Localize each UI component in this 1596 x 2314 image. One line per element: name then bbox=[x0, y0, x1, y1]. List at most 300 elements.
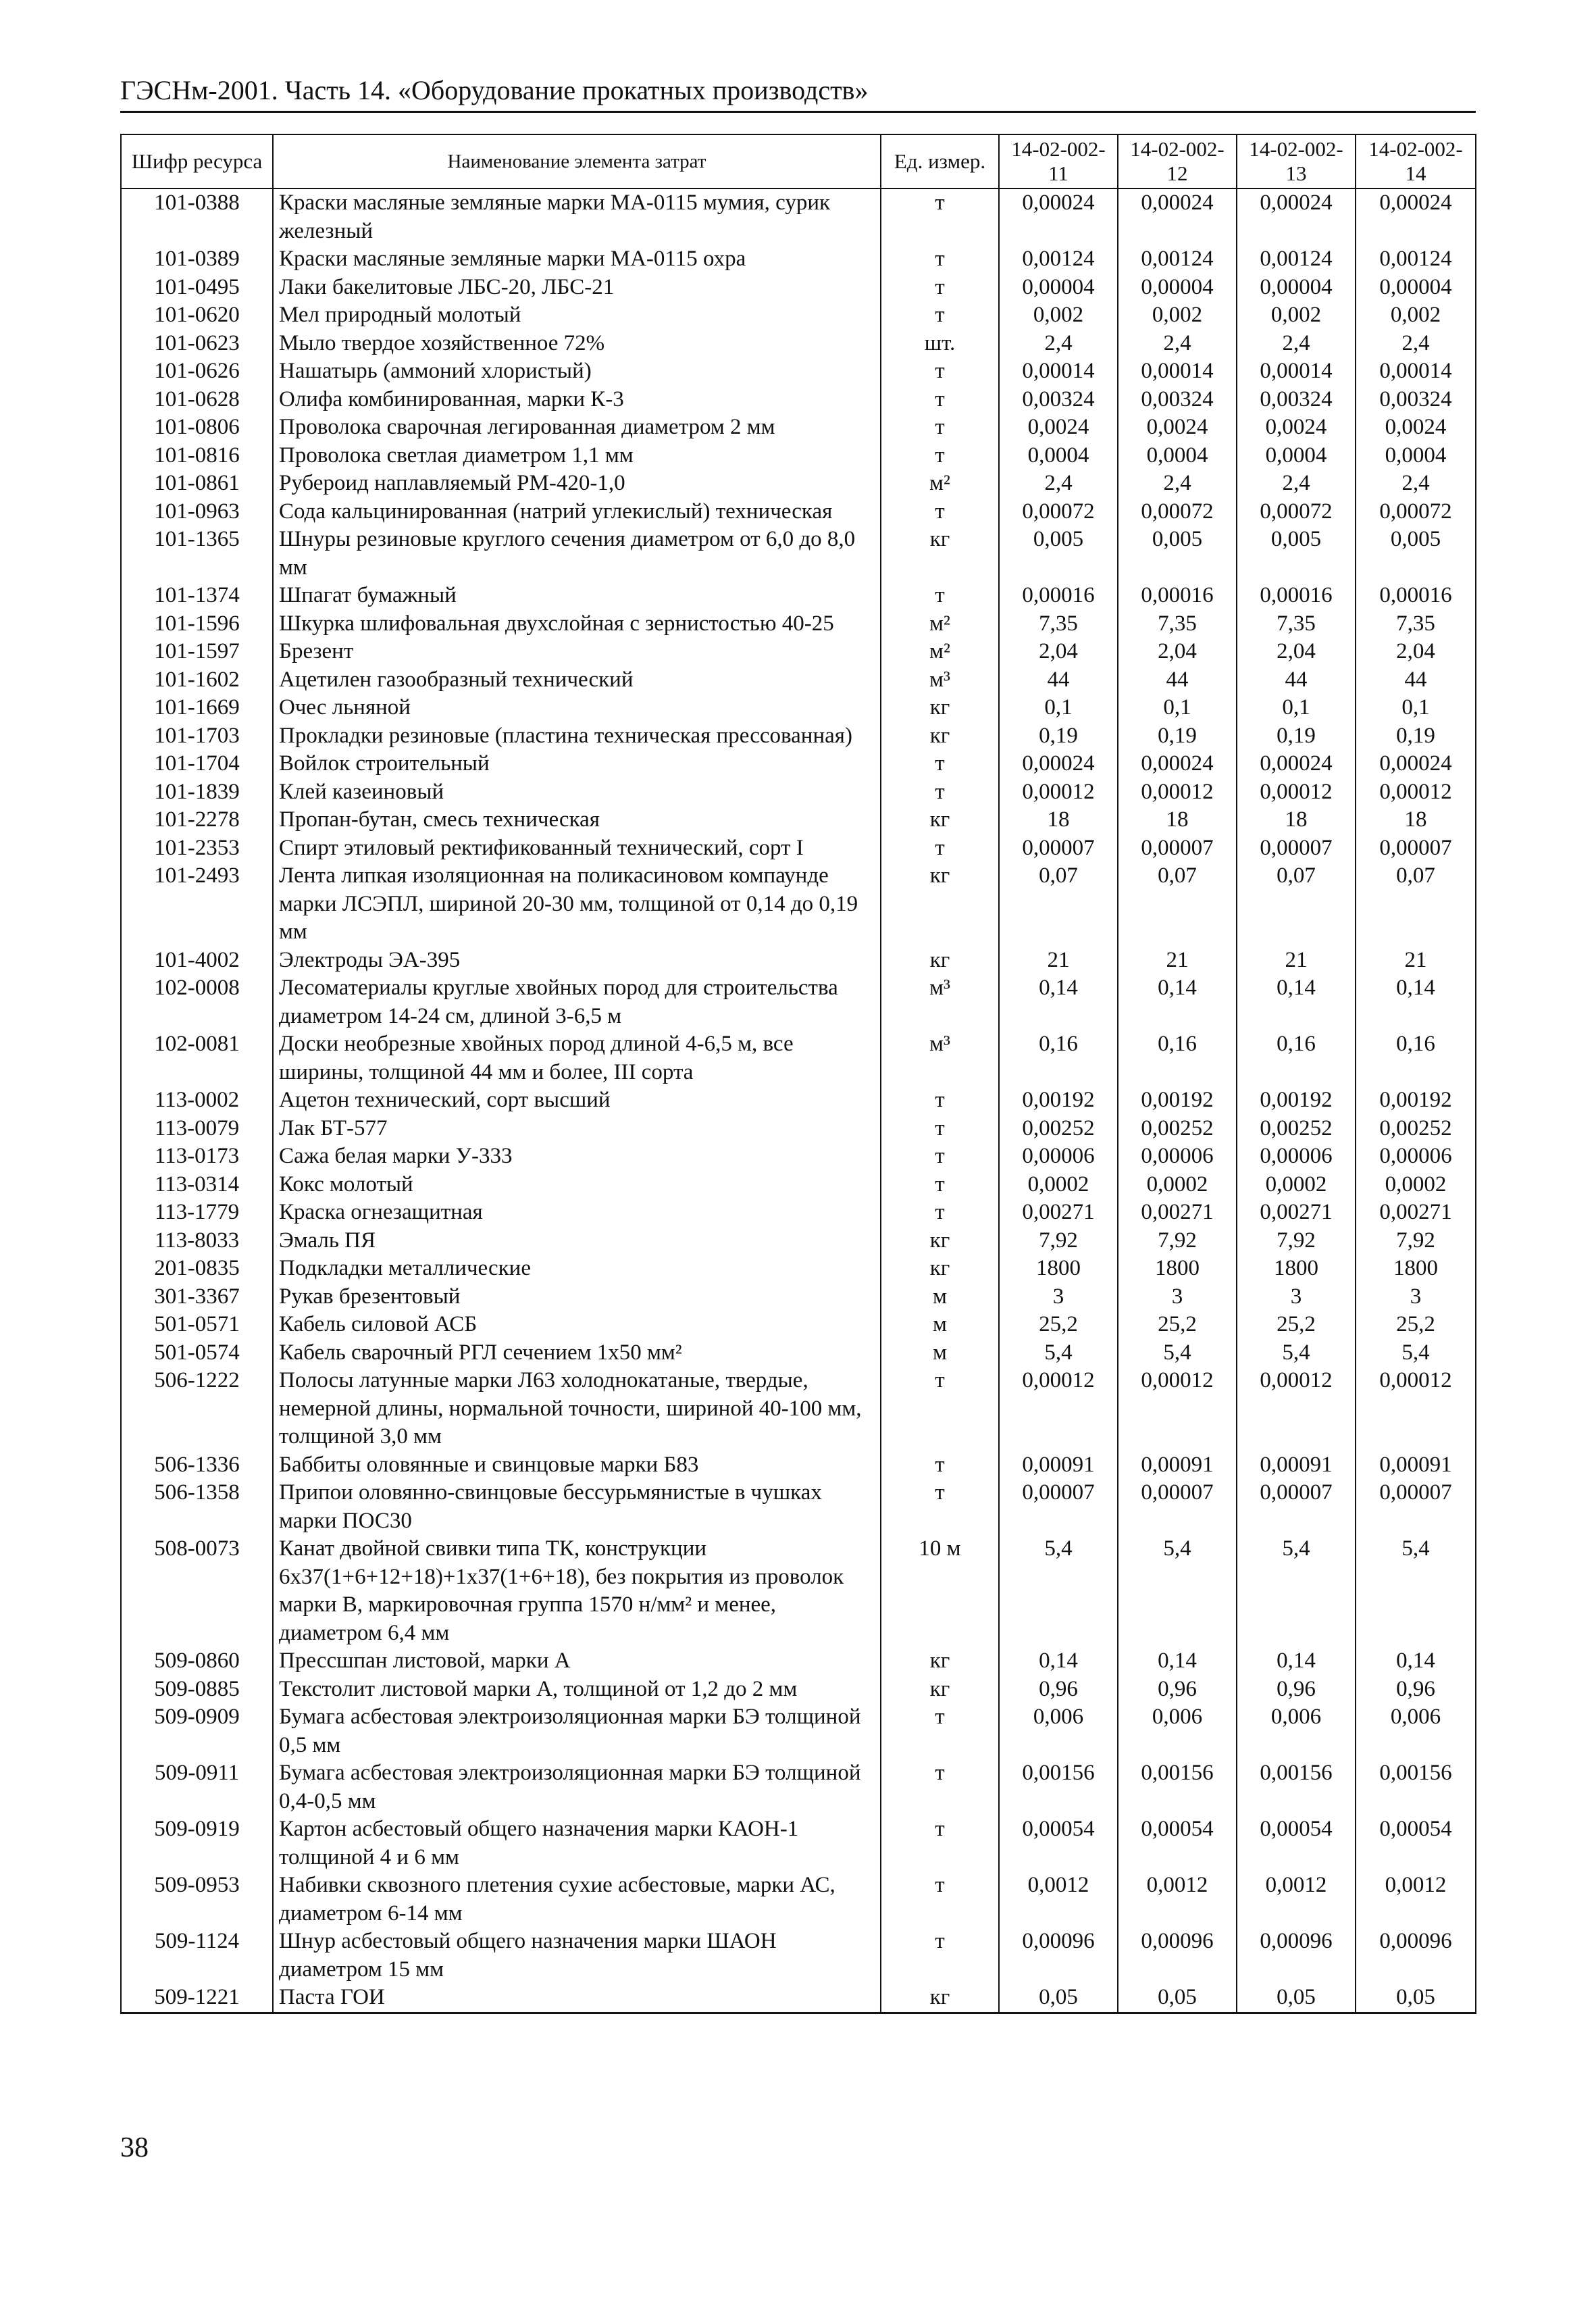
resource-name-cell: Шкурка шлифовальная двухслойная с зернистостью 40-25 bbox=[273, 610, 881, 638]
value-cell-14-02-002-14: 1800 bbox=[1356, 1255, 1476, 1283]
value-cell-14-02-002-12: 0,05 bbox=[1118, 1984, 1237, 2013]
value-cell-14-02-002-13: 2,4 bbox=[1237, 330, 1356, 358]
resource-name-cell: Войлок строительный bbox=[273, 750, 881, 778]
value-cell-14-02-002-13: 5,4 bbox=[1237, 1339, 1356, 1367]
unit-cell: т bbox=[881, 386, 999, 414]
resource-name-cell: Краски масляные земляные марки МА-0115 мумия, сурик железный bbox=[273, 188, 881, 245]
table-row bbox=[121, 1255, 1476, 1283]
unit-cell: т bbox=[881, 778, 999, 807]
resource-name-cell: Проволока светлая диаметром 1,1 мм bbox=[273, 442, 881, 470]
resource-name-cell: Сода кальцинированная (натрий углекислый) техническая bbox=[273, 498, 881, 526]
value-cell-14-02-002-11: 0,00012 bbox=[999, 778, 1118, 807]
value-cell-14-02-002-11: 0,00271 bbox=[999, 1199, 1118, 1227]
resource-name-cell: Шнуры резиновые круглого сечения диаметром от 6,0 до 8,0 мм bbox=[273, 526, 881, 582]
unit-cell: т bbox=[881, 582, 999, 610]
value-cell-14-02-002-11: 0,00024 bbox=[999, 750, 1118, 778]
column-header-14-02-002-12: 14-02-002-12 bbox=[1118, 134, 1237, 188]
resource-name-cell: Прокладки резиновые (пластина техническая прессованная) bbox=[273, 722, 881, 751]
value-cell-14-02-002-12: 18 bbox=[1118, 806, 1237, 834]
resource-code-cell: 101-0389 bbox=[121, 245, 273, 274]
value-cell-14-02-002-13: 0,00006 bbox=[1237, 1142, 1356, 1171]
table-row bbox=[121, 526, 1476, 582]
resource-name-cell: Очес льняной bbox=[273, 694, 881, 722]
resource-name-cell: Бумага асбестовая электроизоляционная марки БЭ толщиной 0,4-0,5 мм bbox=[273, 1759, 881, 1815]
resource-code-cell: 501-0574 bbox=[121, 1339, 273, 1367]
value-cell-14-02-002-12: 0,00024 bbox=[1118, 188, 1237, 245]
value-cell-14-02-002-13: 0,00024 bbox=[1237, 750, 1356, 778]
value-cell-14-02-002-12: 0,00004 bbox=[1118, 274, 1237, 302]
unit-cell: т bbox=[881, 750, 999, 778]
unit-cell: т bbox=[881, 357, 999, 386]
resource-name-cell: Сажа белая марки У-333 bbox=[273, 1142, 881, 1171]
value-cell-14-02-002-12: 3 bbox=[1118, 1283, 1237, 1311]
value-cell-14-02-002-12: 44 bbox=[1118, 666, 1237, 695]
value-cell-14-02-002-12: 0,00012 bbox=[1118, 1367, 1237, 1451]
value-cell-14-02-002-14: 0,0024 bbox=[1356, 413, 1476, 442]
resource-code-cell: 506-1358 bbox=[121, 1479, 273, 1535]
value-cell-14-02-002-13: 0,16 bbox=[1237, 1030, 1356, 1086]
value-cell-14-02-002-14: 0,00054 bbox=[1356, 1815, 1476, 1871]
column-header-14-02-002-14: 14-02-002-14 bbox=[1356, 134, 1476, 188]
resource-code-cell: 101-1597 bbox=[121, 638, 273, 666]
resource-code-cell: 101-0806 bbox=[121, 413, 273, 442]
value-cell-14-02-002-11: 25,2 bbox=[999, 1311, 1118, 1339]
unit-cell: м² bbox=[881, 638, 999, 666]
table-row bbox=[121, 1227, 1476, 1255]
resource-name-cell: Полосы латунные марки Л63 холоднокатаные, твердые, немерной длины, нормальной точности, шириной 40-100 мм, толщиной 3,0 мм bbox=[273, 1367, 881, 1451]
resource-name-cell: Прессшпан листовой, марки А bbox=[273, 1647, 881, 1676]
value-cell-14-02-002-11: 0,07 bbox=[999, 862, 1118, 947]
resource-name-cell: Пропан-бутан, смесь техническая bbox=[273, 806, 881, 834]
table-row bbox=[121, 1339, 1476, 1367]
unit-cell: т bbox=[881, 274, 999, 302]
value-cell-14-02-002-14: 5,4 bbox=[1356, 1535, 1476, 1647]
resource-code-cell: 509-0953 bbox=[121, 1871, 273, 1928]
resource-name-cell: Мыло твердое хозяйственное 72% bbox=[273, 330, 881, 358]
value-cell-14-02-002-11: 7,35 bbox=[999, 610, 1118, 638]
table-row bbox=[121, 582, 1476, 610]
value-cell-14-02-002-13: 0,002 bbox=[1237, 301, 1356, 330]
value-cell-14-02-002-14: 0,07 bbox=[1356, 862, 1476, 947]
resource-code-cell: 113-0173 bbox=[121, 1142, 273, 1171]
unit-cell: кг bbox=[881, 862, 999, 947]
value-cell-14-02-002-11: 0,00192 bbox=[999, 1086, 1118, 1115]
table-row bbox=[121, 245, 1476, 274]
unit-cell: м³ bbox=[881, 974, 999, 1030]
unit-cell: т bbox=[881, 1815, 999, 1871]
unit-cell: кг bbox=[881, 1255, 999, 1283]
value-cell-14-02-002-11: 0,00124 bbox=[999, 245, 1118, 274]
value-cell-14-02-002-13: 0,00124 bbox=[1237, 245, 1356, 274]
value-cell-14-02-002-12: 0,00006 bbox=[1118, 1142, 1237, 1171]
table-row bbox=[121, 498, 1476, 526]
value-cell-14-02-002-12: 0,00007 bbox=[1118, 1479, 1237, 1535]
unit-cell: т bbox=[881, 498, 999, 526]
value-cell-14-02-002-11: 0,0012 bbox=[999, 1871, 1118, 1928]
value-cell-14-02-002-14: 18 bbox=[1356, 806, 1476, 834]
value-cell-14-02-002-11: 0,00252 bbox=[999, 1115, 1118, 1143]
value-cell-14-02-002-13: 0,00007 bbox=[1237, 834, 1356, 863]
value-cell-14-02-002-13: 0,00014 bbox=[1237, 357, 1356, 386]
value-cell-14-02-002-14: 7,92 bbox=[1356, 1227, 1476, 1255]
value-cell-14-02-002-13: 0,00271 bbox=[1237, 1199, 1356, 1227]
table-row bbox=[121, 1535, 1476, 1647]
resource-name-cell: Эмаль ПЯ bbox=[273, 1227, 881, 1255]
table-row bbox=[121, 470, 1476, 498]
value-cell-14-02-002-11: 0,006 bbox=[999, 1703, 1118, 1759]
value-cell-14-02-002-14: 0,0002 bbox=[1356, 1171, 1476, 1199]
value-cell-14-02-002-11: 0,00156 bbox=[999, 1759, 1118, 1815]
value-cell-14-02-002-13: 0,00024 bbox=[1237, 188, 1356, 245]
value-cell-14-02-002-11: 0,14 bbox=[999, 1647, 1118, 1676]
value-cell-14-02-002-13: 0,00012 bbox=[1237, 1367, 1356, 1451]
value-cell-14-02-002-12: 0,0002 bbox=[1118, 1171, 1237, 1199]
value-cell-14-02-002-12: 5,4 bbox=[1118, 1339, 1237, 1367]
resource-name-cell: Кокс молотый bbox=[273, 1171, 881, 1199]
value-cell-14-02-002-13: 0,96 bbox=[1237, 1676, 1356, 1704]
value-cell-14-02-002-12: 0,00014 bbox=[1118, 357, 1237, 386]
resource-code-cell: 509-0885 bbox=[121, 1676, 273, 1704]
value-cell-14-02-002-11: 3 bbox=[999, 1283, 1118, 1311]
value-cell-14-02-002-13: 0,19 bbox=[1237, 722, 1356, 751]
column-header-name: Наименование элемента затрат bbox=[273, 134, 881, 188]
value-cell-14-02-002-14: 0,16 bbox=[1356, 1030, 1476, 1086]
table-row bbox=[121, 974, 1476, 1030]
table-row bbox=[121, 357, 1476, 386]
value-cell-14-02-002-12: 0,00024 bbox=[1118, 750, 1237, 778]
value-cell-14-02-002-13: 0,006 bbox=[1237, 1703, 1356, 1759]
value-cell-14-02-002-14: 5,4 bbox=[1356, 1339, 1476, 1367]
value-cell-14-02-002-14: 0,00004 bbox=[1356, 274, 1476, 302]
value-cell-14-02-002-14: 0,005 bbox=[1356, 526, 1476, 582]
resource-name-cell: Шпагат бумажный bbox=[273, 582, 881, 610]
unit-cell: т bbox=[881, 413, 999, 442]
value-cell-14-02-002-11: 0,00096 bbox=[999, 1928, 1118, 1984]
unit-cell: т bbox=[881, 834, 999, 863]
value-cell-14-02-002-13: 0,00016 bbox=[1237, 582, 1356, 610]
value-cell-14-02-002-13: 0,05 bbox=[1237, 1984, 1356, 2013]
value-cell-14-02-002-13: 21 bbox=[1237, 947, 1356, 975]
resource-code-cell: 113-1779 bbox=[121, 1199, 273, 1227]
resource-name-cell: Кабель сварочный РГЛ сечением 1х50 мм² bbox=[273, 1339, 881, 1367]
resource-name-cell: Баббиты оловянные и свинцовые марки Б83 bbox=[273, 1451, 881, 1480]
value-cell-14-02-002-14: 0,00096 bbox=[1356, 1928, 1476, 1984]
value-cell-14-02-002-11: 0,1 bbox=[999, 694, 1118, 722]
table-row bbox=[121, 301, 1476, 330]
value-cell-14-02-002-11: 0,96 bbox=[999, 1676, 1118, 1704]
unit-cell: кг bbox=[881, 722, 999, 751]
value-cell-14-02-002-14: 0,00324 bbox=[1356, 386, 1476, 414]
table-row bbox=[121, 638, 1476, 666]
value-cell-14-02-002-12: 1800 bbox=[1118, 1255, 1237, 1283]
value-cell-14-02-002-12: 0,006 bbox=[1118, 1703, 1237, 1759]
value-cell-14-02-002-13: 2,4 bbox=[1237, 470, 1356, 498]
resource-name-cell: Лента липкая изоляционная на поликасиновом компаунде марки ЛСЭПЛ, шириной 20-30 мм, толщиной от 0,14 до 0,19 мм bbox=[273, 862, 881, 947]
value-cell-14-02-002-11: 0,0024 bbox=[999, 413, 1118, 442]
unit-cell: т bbox=[881, 442, 999, 470]
value-cell-14-02-002-13: 0,00072 bbox=[1237, 498, 1356, 526]
value-cell-14-02-002-11: 0,00054 bbox=[999, 1815, 1118, 1871]
resource-code-cell: 101-1704 bbox=[121, 750, 273, 778]
value-cell-14-02-002-14: 25,2 bbox=[1356, 1311, 1476, 1339]
value-cell-14-02-002-11: 2,4 bbox=[999, 470, 1118, 498]
value-cell-14-02-002-14: 0,00012 bbox=[1356, 1367, 1476, 1451]
resource-name-cell: Клей казеиновый bbox=[273, 778, 881, 807]
table-row bbox=[121, 750, 1476, 778]
unit-cell: м² bbox=[881, 610, 999, 638]
table-row bbox=[121, 386, 1476, 414]
value-cell-14-02-002-14: 0,05 bbox=[1356, 1984, 1476, 2013]
value-cell-14-02-002-12: 0,96 bbox=[1118, 1676, 1237, 1704]
table-row bbox=[121, 1676, 1476, 1704]
value-cell-14-02-002-11: 0,005 bbox=[999, 526, 1118, 582]
table-row bbox=[121, 413, 1476, 442]
table-row bbox=[121, 1984, 1476, 2013]
resource-name-cell: Лаки бакелитовые ЛБС-20, ЛБС-21 bbox=[273, 274, 881, 302]
value-cell-14-02-002-14: 0,002 bbox=[1356, 301, 1476, 330]
unit-cell: шт. bbox=[881, 330, 999, 358]
resource-code-cell: 509-1124 bbox=[121, 1928, 273, 1984]
table-header-row bbox=[121, 134, 1476, 188]
value-cell-14-02-002-11: 0,14 bbox=[999, 974, 1118, 1030]
value-cell-14-02-002-12: 0,00091 bbox=[1118, 1451, 1237, 1480]
resource-code-cell: 101-1596 bbox=[121, 610, 273, 638]
resource-name-cell: Припои оловянно-свинцовые бессурьмянистые в чушках марки ПОС30 bbox=[273, 1479, 881, 1535]
resource-name-cell: Нашатырь (аммоний хлористый) bbox=[273, 357, 881, 386]
unit-cell: кг bbox=[881, 1984, 999, 2013]
resource-code-cell: 102-0008 bbox=[121, 974, 273, 1030]
value-cell-14-02-002-14: 0,00072 bbox=[1356, 498, 1476, 526]
value-cell-14-02-002-13: 0,0012 bbox=[1237, 1871, 1356, 1928]
value-cell-14-02-002-13: 0,0004 bbox=[1237, 442, 1356, 470]
value-cell-14-02-002-12: 21 bbox=[1118, 947, 1237, 975]
value-cell-14-02-002-13: 0,00091 bbox=[1237, 1451, 1356, 1480]
value-cell-14-02-002-11: 0,00014 bbox=[999, 357, 1118, 386]
value-cell-14-02-002-11: 0,00007 bbox=[999, 834, 1118, 863]
value-cell-14-02-002-13: 0,0002 bbox=[1237, 1171, 1356, 1199]
value-cell-14-02-002-12: 0,002 bbox=[1118, 301, 1237, 330]
value-cell-14-02-002-13: 0,14 bbox=[1237, 974, 1356, 1030]
unit-cell: м² bbox=[881, 470, 999, 498]
value-cell-14-02-002-11: 0,05 bbox=[999, 1984, 1118, 2013]
unit-cell: т bbox=[881, 1086, 999, 1115]
value-cell-14-02-002-14: 0,00012 bbox=[1356, 778, 1476, 807]
value-cell-14-02-002-12: 2,4 bbox=[1118, 330, 1237, 358]
resource-name-cell: Проволока сварочная легированная диаметром 2 мм bbox=[273, 413, 881, 442]
value-cell-14-02-002-12: 0,00007 bbox=[1118, 834, 1237, 863]
value-cell-14-02-002-11: 0,00016 bbox=[999, 582, 1118, 610]
resource-code-cell: 506-1336 bbox=[121, 1451, 273, 1480]
unit-cell: т bbox=[881, 1451, 999, 1480]
value-cell-14-02-002-14: 0,00007 bbox=[1356, 834, 1476, 863]
page-number: 38 bbox=[120, 2132, 149, 2163]
value-cell-14-02-002-13: 0,00007 bbox=[1237, 1479, 1356, 1535]
value-cell-14-02-002-12: 0,00192 bbox=[1118, 1086, 1237, 1115]
value-cell-14-02-002-12: 0,00271 bbox=[1118, 1199, 1237, 1227]
resource-name-cell: Ацетон технический, сорт высший bbox=[273, 1086, 881, 1115]
value-cell-14-02-002-14: 21 bbox=[1356, 947, 1476, 975]
value-cell-14-02-002-13: 0,00012 bbox=[1237, 778, 1356, 807]
value-cell-14-02-002-11: 0,00012 bbox=[999, 1367, 1118, 1451]
column-header-14-02-002-13: 14-02-002-13 bbox=[1237, 134, 1356, 188]
value-cell-14-02-002-13: 0,00096 bbox=[1237, 1928, 1356, 1984]
value-cell-14-02-002-11: 0,00324 bbox=[999, 386, 1118, 414]
value-cell-14-02-002-11: 5,4 bbox=[999, 1535, 1118, 1647]
table-row bbox=[121, 1928, 1476, 1984]
resource-name-cell: Бумага асбестовая электроизоляционная марки БЭ толщиной 0,5 мм bbox=[273, 1703, 881, 1759]
resource-code-cell: 101-1374 bbox=[121, 582, 273, 610]
unit-cell: т bbox=[881, 1142, 999, 1171]
resource-code-cell: 101-1703 bbox=[121, 722, 273, 751]
unit-cell: 10 м bbox=[881, 1535, 999, 1647]
value-cell-14-02-002-14: 2,4 bbox=[1356, 470, 1476, 498]
value-cell-14-02-002-14: 0,00016 bbox=[1356, 582, 1476, 610]
value-cell-14-02-002-14: 0,006 bbox=[1356, 1703, 1476, 1759]
value-cell-14-02-002-14: 0,00024 bbox=[1356, 750, 1476, 778]
unit-cell: т bbox=[881, 245, 999, 274]
value-cell-14-02-002-11: 0,002 bbox=[999, 301, 1118, 330]
unit-cell: м bbox=[881, 1283, 999, 1311]
value-cell-14-02-002-13: 44 bbox=[1237, 666, 1356, 695]
resource-name-cell: Доски необрезные хвойных пород длиной 4-6,5 м, все ширины, толщиной 44 мм и более, III сорта bbox=[273, 1030, 881, 1086]
resource-code-cell: 101-0861 bbox=[121, 470, 273, 498]
table-row bbox=[121, 1759, 1476, 1815]
resource-code-cell: 301-3367 bbox=[121, 1283, 273, 1311]
value-cell-14-02-002-14: 0,00271 bbox=[1356, 1199, 1476, 1227]
table-row bbox=[121, 806, 1476, 834]
value-cell-14-02-002-14: 2,04 bbox=[1356, 638, 1476, 666]
value-cell-14-02-002-12: 2,4 bbox=[1118, 470, 1237, 498]
resource-name-cell: Лак БТ-577 bbox=[273, 1115, 881, 1143]
resource-code-cell: 101-1602 bbox=[121, 666, 273, 695]
value-cell-14-02-002-13: 18 bbox=[1237, 806, 1356, 834]
resource-code-cell: 101-0623 bbox=[121, 330, 273, 358]
value-cell-14-02-002-13: 0,07 bbox=[1237, 862, 1356, 947]
resource-code-cell: 509-0911 bbox=[121, 1759, 273, 1815]
value-cell-14-02-002-12: 5,4 bbox=[1118, 1535, 1237, 1647]
value-cell-14-02-002-12: 2,04 bbox=[1118, 638, 1237, 666]
value-cell-14-02-002-14: 0,00006 bbox=[1356, 1142, 1476, 1171]
resource-code-cell: 101-1839 bbox=[121, 778, 273, 807]
value-cell-14-02-002-12: 0,16 bbox=[1118, 1030, 1237, 1086]
unit-cell: кг bbox=[881, 526, 999, 582]
value-cell-14-02-002-13: 0,00054 bbox=[1237, 1815, 1356, 1871]
value-cell-14-02-002-12: 7,92 bbox=[1118, 1227, 1237, 1255]
unit-cell: кг bbox=[881, 1227, 999, 1255]
value-cell-14-02-002-13: 25,2 bbox=[1237, 1311, 1356, 1339]
resource-code-cell: 509-0860 bbox=[121, 1647, 273, 1676]
resource-code-cell: 101-0495 bbox=[121, 274, 273, 302]
resource-code-cell: 201-0835 bbox=[121, 1255, 273, 1283]
unit-cell: т bbox=[881, 1171, 999, 1199]
value-cell-14-02-002-11: 5,4 bbox=[999, 1339, 1118, 1367]
value-cell-14-02-002-12: 0,07 bbox=[1118, 862, 1237, 947]
unit-cell: т bbox=[881, 1928, 999, 1984]
resource-code-cell: 102-0081 bbox=[121, 1030, 273, 1086]
value-cell-14-02-002-11: 0,16 bbox=[999, 1030, 1118, 1086]
resource-code-cell: 506-1222 bbox=[121, 1367, 273, 1451]
value-cell-14-02-002-11: 0,00024 bbox=[999, 188, 1118, 245]
value-cell-14-02-002-11: 0,00004 bbox=[999, 274, 1118, 302]
table-row bbox=[121, 1142, 1476, 1171]
resource-code-cell: 113-0079 bbox=[121, 1115, 273, 1143]
value-cell-14-02-002-14: 0,1 bbox=[1356, 694, 1476, 722]
value-cell-14-02-002-14: 0,00252 bbox=[1356, 1115, 1476, 1143]
unit-cell: т bbox=[881, 1871, 999, 1928]
value-cell-14-02-002-14: 0,19 bbox=[1356, 722, 1476, 751]
value-cell-14-02-002-14: 2,4 bbox=[1356, 330, 1476, 358]
resource-code-cell: 113-0314 bbox=[121, 1171, 273, 1199]
table-row bbox=[121, 1171, 1476, 1199]
value-cell-14-02-002-12: 0,00324 bbox=[1118, 386, 1237, 414]
value-cell-14-02-002-12: 0,1 bbox=[1118, 694, 1237, 722]
table-row bbox=[121, 1479, 1476, 1535]
value-cell-14-02-002-14: 0,00192 bbox=[1356, 1086, 1476, 1115]
value-cell-14-02-002-12: 0,00096 bbox=[1118, 1928, 1237, 1984]
unit-cell: т bbox=[881, 1479, 999, 1535]
page-header: ГЭСНм-2001. Часть 14. «Оборудование прокатных производств» bbox=[120, 74, 1476, 113]
resource-code-cell: 101-0628 bbox=[121, 386, 273, 414]
resource-name-cell: Брезент bbox=[273, 638, 881, 666]
table-row bbox=[121, 666, 1476, 695]
value-cell-14-02-002-13: 0,005 bbox=[1237, 526, 1356, 582]
unit-cell: кг bbox=[881, 694, 999, 722]
value-cell-14-02-002-14: 3 bbox=[1356, 1283, 1476, 1311]
unit-cell: кг bbox=[881, 947, 999, 975]
table-row bbox=[121, 1367, 1476, 1451]
table-row bbox=[121, 1451, 1476, 1480]
table-row bbox=[121, 1283, 1476, 1311]
column-header-code: Шифр ресурса bbox=[121, 134, 273, 188]
resource-name-cell: Лесоматериалы круглые хвойных пород для строительства диаметром 14-24 см, длиной 3-6,5 м bbox=[273, 974, 881, 1030]
value-cell-14-02-002-11: 0,00091 bbox=[999, 1451, 1118, 1480]
resource-name-cell: Паста ГОИ bbox=[273, 1984, 881, 2013]
value-cell-14-02-002-13: 0,00324 bbox=[1237, 386, 1356, 414]
resource-code-cell: 101-0816 bbox=[121, 442, 273, 470]
value-cell-14-02-002-11: 21 bbox=[999, 947, 1118, 975]
table-row bbox=[121, 862, 1476, 947]
value-cell-14-02-002-11: 0,00072 bbox=[999, 498, 1118, 526]
value-cell-14-02-002-13: 2,04 bbox=[1237, 638, 1356, 666]
value-cell-14-02-002-11: 1800 bbox=[999, 1255, 1118, 1283]
table-row bbox=[121, 610, 1476, 638]
table-row bbox=[121, 1115, 1476, 1143]
resource-name-cell: Рукав брезентовый bbox=[273, 1283, 881, 1311]
value-cell-14-02-002-11: 0,00007 bbox=[999, 1479, 1118, 1535]
value-cell-14-02-002-13: 0,00004 bbox=[1237, 274, 1356, 302]
value-cell-14-02-002-12: 0,00016 bbox=[1118, 582, 1237, 610]
resource-code-cell: 501-0571 bbox=[121, 1311, 273, 1339]
value-cell-14-02-002-11: 0,0004 bbox=[999, 442, 1118, 470]
value-cell-14-02-002-13: 3 bbox=[1237, 1283, 1356, 1311]
unit-cell: кг bbox=[881, 1676, 999, 1704]
resource-table bbox=[120, 134, 1476, 2014]
column-header-unit: Ед. измер. bbox=[881, 134, 999, 188]
resource-name-cell: Текстолит листовой марки А, толщиной от 1,2 до 2 мм bbox=[273, 1676, 881, 1704]
value-cell-14-02-002-11: 0,00006 bbox=[999, 1142, 1118, 1171]
resource-code-cell: 508-0073 bbox=[121, 1535, 273, 1647]
value-cell-14-02-002-14: 0,00024 bbox=[1356, 188, 1476, 245]
resource-code-cell: 113-8033 bbox=[121, 1227, 273, 1255]
unit-cell: м bbox=[881, 1339, 999, 1367]
value-cell-14-02-002-14: 7,35 bbox=[1356, 610, 1476, 638]
table-row bbox=[121, 778, 1476, 807]
unit-cell: т bbox=[881, 1759, 999, 1815]
value-cell-14-02-002-13: 0,00156 bbox=[1237, 1759, 1356, 1815]
resource-code-cell: 101-2353 bbox=[121, 834, 273, 863]
value-cell-14-02-002-11: 0,19 bbox=[999, 722, 1118, 751]
resource-name-cell: Краски масляные земляные марки МА-0115 охра bbox=[273, 245, 881, 274]
